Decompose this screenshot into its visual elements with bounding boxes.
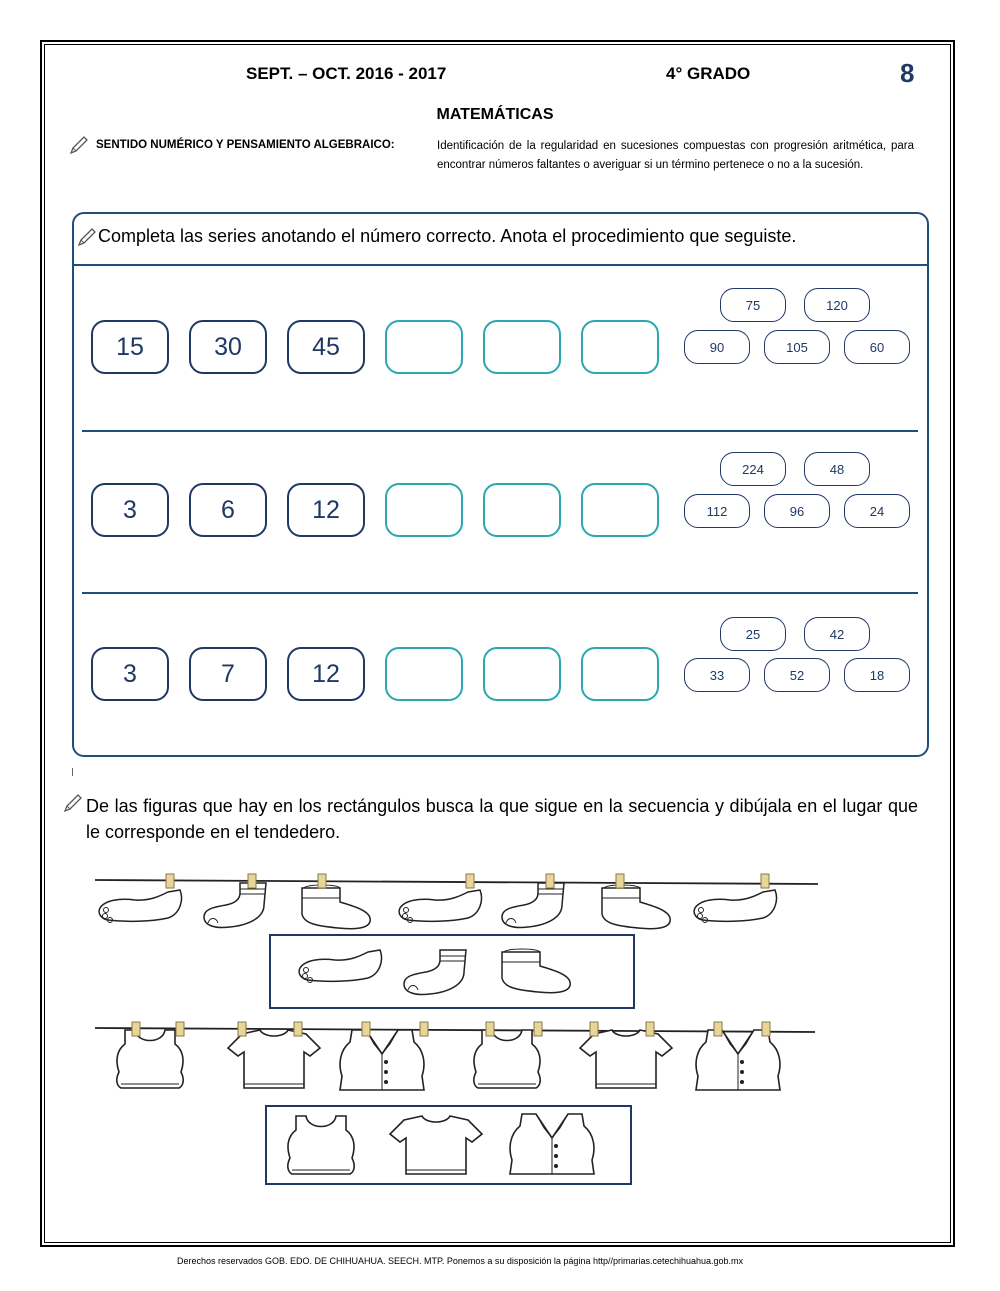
clothes-peg (761, 874, 769, 888)
clothes-peg (248, 874, 256, 888)
series2-option[interactable]: 224 (720, 452, 786, 486)
series3-term-2: 7 (189, 647, 267, 701)
clothes-peg (546, 874, 554, 888)
page-number: 8 (900, 58, 915, 88)
clothes-peg (590, 1022, 598, 1036)
clothes-peg (714, 1022, 722, 1036)
tank-top-figure (474, 1030, 540, 1088)
period-label: SEPT. – OCT. 2016 - 2017 (246, 64, 447, 83)
series1-option[interactable]: 60 (844, 330, 910, 364)
clothes-peg (420, 1022, 428, 1036)
series3-option[interactable]: 52 (764, 658, 830, 692)
foot-figure (99, 890, 181, 923)
series2-term-3: 12 (287, 483, 365, 537)
series2-term-1: 3 (91, 483, 169, 537)
clothes-peg (132, 1022, 140, 1036)
sock-figure (204, 883, 266, 928)
series2-term-2: 6 (189, 483, 267, 537)
clothes-peg (294, 1022, 302, 1036)
clothes-peg (176, 1022, 184, 1036)
clothes-peg (534, 1022, 542, 1036)
series2-option[interactable]: 24 (844, 494, 910, 528)
foot-figure (399, 890, 481, 923)
clothes-peg (166, 874, 174, 888)
grade-label: 4° GRADO (666, 64, 751, 83)
series1-option[interactable]: 90 (684, 330, 750, 364)
t-shirt-figure (390, 1116, 482, 1174)
t-shirt-figure (580, 1030, 672, 1088)
short-sock-figure (302, 885, 370, 929)
clothes-peg (362, 1022, 370, 1036)
series1-option[interactable]: 105 (764, 330, 830, 364)
footer-copyright: Derechos reservados GOB. EDO. DE CHIHUAHUA. SEECH. MTP. Ponemos a su disposición la página http//primarias.cetechihuahua.gob.mx (176, 1256, 744, 1266)
subject-title: MATEMÁTICAS (436, 106, 554, 123)
clothesline-1 (95, 880, 818, 884)
series2-option[interactable]: 48 (804, 452, 870, 486)
clothes-peg (318, 874, 326, 888)
series1-term-2: 30 (189, 320, 267, 374)
clothes-peg (616, 874, 624, 888)
foot-figure (694, 890, 776, 923)
series2-option[interactable]: 112 (684, 494, 750, 528)
sock-figure (502, 883, 564, 928)
tank-top-figure (117, 1030, 183, 1088)
tank-top-figure (288, 1116, 354, 1174)
exercise1-instruction: Completa las series anotando el número correcto. Anota el procedimiento que seguiste. (98, 226, 797, 246)
clothes-peg (466, 874, 474, 888)
t-shirt-figure (228, 1030, 320, 1088)
vest-figure (510, 1114, 594, 1174)
clothes-peg (762, 1022, 770, 1036)
vest-figure (696, 1030, 780, 1090)
series1-term-3: 45 (287, 320, 365, 374)
series3-option[interactable]: 33 (684, 658, 750, 692)
exercise2-instruction: De las figuras que hay en los rectángulos busca la que sigue en la secuencia y dibújala en el lugar que le corresponde en el tendedero. (86, 796, 918, 842)
series1-term-1: 15 (91, 320, 169, 374)
clothes-peg (486, 1022, 494, 1036)
clothes-peg (238, 1022, 246, 1036)
series3-option[interactable]: 25 (720, 617, 786, 651)
clothes-peg (646, 1022, 654, 1036)
short-sock-figure (602, 885, 670, 929)
topic-label: SENTIDO NUMÉRICO Y PENSAMIENTO ALGEBRAICO: (96, 139, 395, 151)
topic-description: Identificación de la regularidad en sucesiones compuestas con progresión aritmética, para encontrar números faltantes o averiguar si un término pertenece o no a la sucesión. (437, 140, 914, 171)
short-sock-figure (502, 949, 570, 993)
series3-option[interactable]: 18 (844, 658, 910, 692)
sock-figure (404, 950, 466, 995)
series3-option[interactable]: 42 (804, 617, 870, 651)
series1-option[interactable]: 120 (804, 288, 870, 322)
series2-option[interactable]: 96 (764, 494, 830, 528)
series3-term-3: 12 (287, 647, 365, 701)
vest-figure (340, 1030, 424, 1090)
foot-figure (299, 950, 381, 983)
series3-term-1: 3 (91, 647, 169, 701)
series1-option[interactable]: 75 (720, 288, 786, 322)
